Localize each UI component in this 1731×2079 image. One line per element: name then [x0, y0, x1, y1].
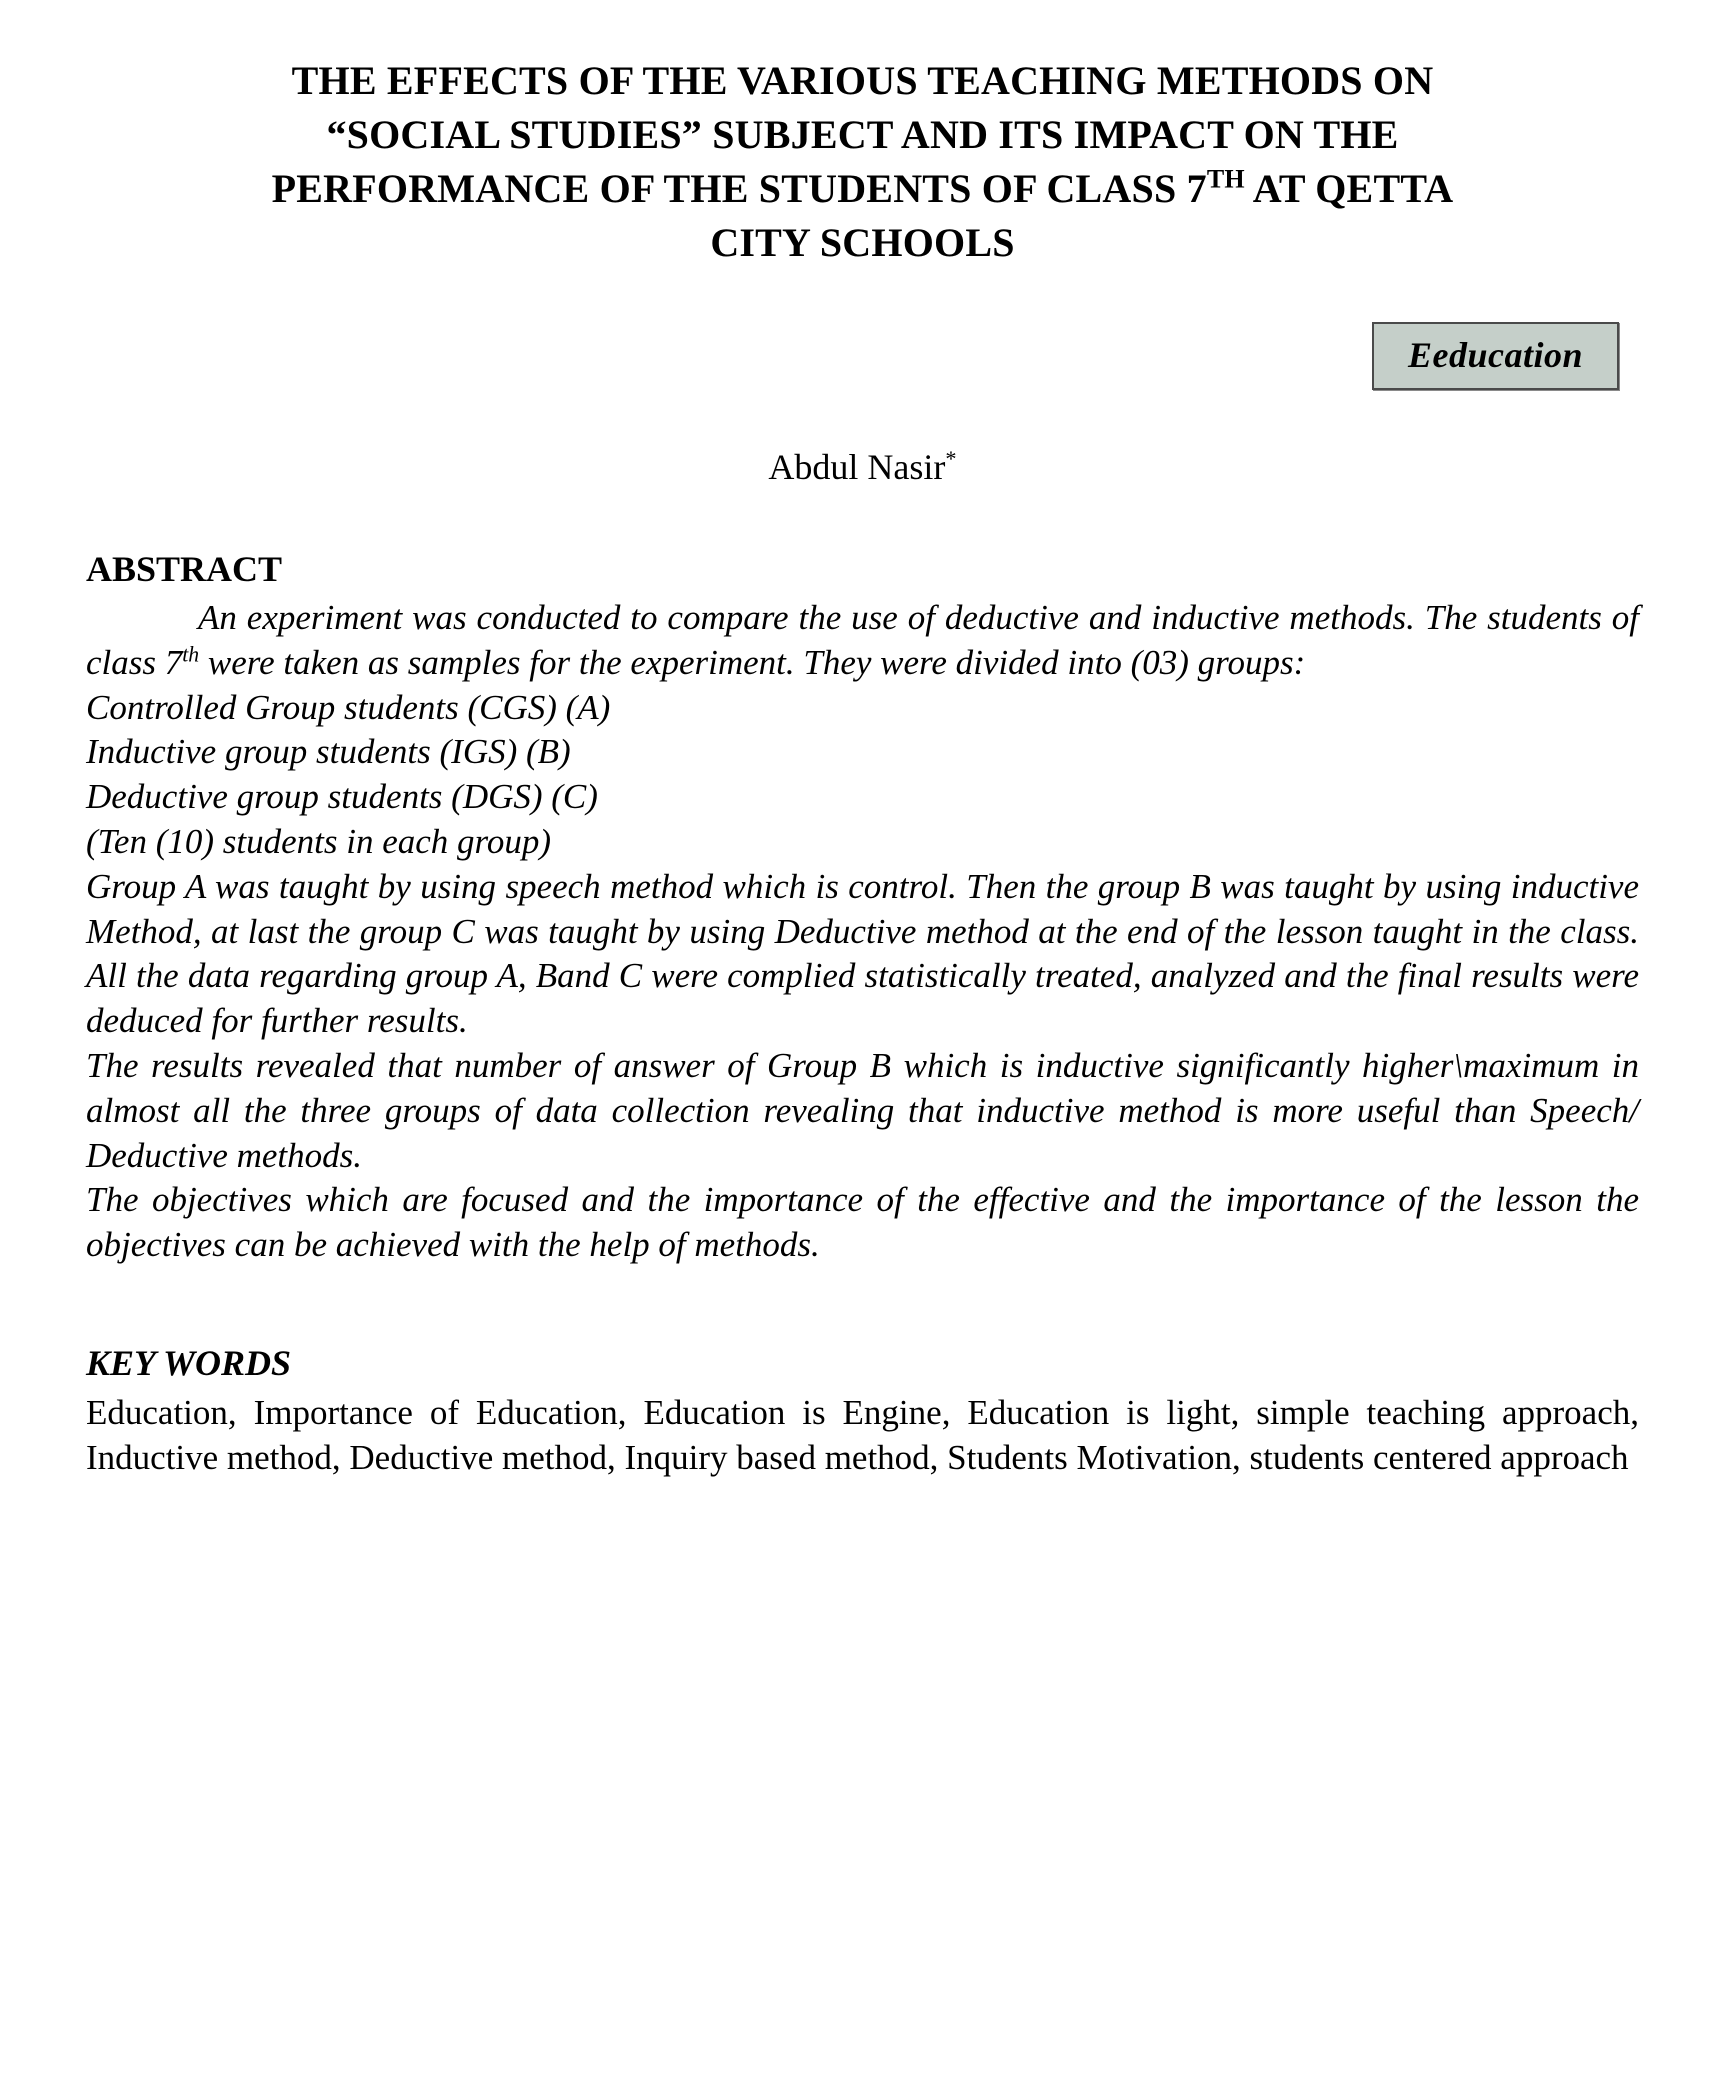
abstract-p1-post: were taken as samples for the experiment. They were divided into (03) groups: — [199, 642, 1306, 682]
abstract-p1-pre: An experiment was conducted to compare the use of deductive and inductive methods. The students of class 7 — [86, 598, 1639, 682]
title-line-3: PERFORMANCE OF THE STUDENTS OF CLASS 7 — [271, 166, 1207, 211]
title-line-2: “SOCIAL STUDIES” SUBJECT AND ITS IMPACT ON THE — [326, 112, 1399, 157]
abstract-group-c: Deductive group students (DGS) (C) — [86, 777, 598, 817]
author-name: Abdul Nasir — [768, 447, 946, 487]
abstract-paragraph: The objectives which are focused and the importance of the effective and the importance of the lesson the objectives can be achieved with the help of methods. — [86, 1180, 1639, 1265]
abstract-paragraph — [86, 596, 1639, 686]
page-title — [104, 54, 1621, 270]
abstract-group-size: (Ten (10) students in each group) — [86, 821, 551, 861]
title-line-3b: AT QETTA — [1244, 166, 1454, 211]
keywords-text: Education, Importance of Education, Education is Engine, Education is light, simple teaching approach, Inductive method, Deductive method, Inquiry based method, Students Motivation, students centered approach — [86, 1392, 1639, 1478]
badge-row — [86, 322, 1639, 390]
keywords-heading: KEY WORDS — [86, 1342, 292, 1383]
title-superscript: TH — [1206, 164, 1245, 194]
abstract-group-a: Controlled Group students (CGS) (A) — [86, 687, 611, 727]
author-line — [86, 446, 1639, 488]
abstract-paragraph: Group A was taught by using speech method which is control. Then the group B was taught by using inductive Method, at last the group C was taught by using Deductive method at the end of the lesson taught in the class. All the data regarding group A, Band C were complied statistically treated, analyzed and the final results were deduced for further results. — [86, 866, 1639, 1041]
abstract-paragraph: The results revealed that number of answer of Group B which is inductive significantly higher\maximum in almost all the three groups of data collection revealing that inductive method is more useful than Speech/ Deductive methods. — [86, 1045, 1639, 1175]
title-line-4: CITY SCHOOLS — [710, 220, 1015, 265]
category-badge: Eeducation — [1372, 322, 1619, 390]
abstract-p1-sup: th — [182, 642, 200, 667]
abstract-body — [86, 596, 1639, 1268]
author-footnote-marker: * — [945, 446, 957, 471]
abstract-group-b: Inductive group students (IGS) (B) — [86, 732, 571, 772]
title-line-1: THE EFFECTS OF THE VARIOUS TEACHING METHODS ON — [291, 58, 1434, 103]
abstract-heading: ABSTRACT — [86, 549, 283, 589]
